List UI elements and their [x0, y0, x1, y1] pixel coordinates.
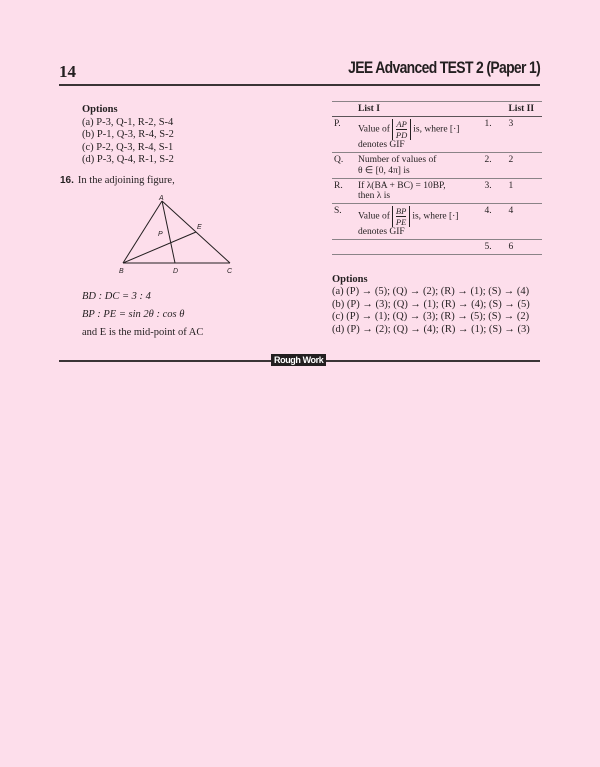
fraction: $\frac{AP}{PD}$: [392, 119, 411, 140]
table-row: P. Value of $\frac{AP}{PD}$ is, where [·] denotes GIF 1. 3: [332, 117, 542, 153]
label-p: P: [158, 231, 163, 238]
table-header-row: [332, 102, 542, 117]
left-options: [82, 104, 174, 167]
option-d: (d) P-3, Q-4, R-1, S-2: [82, 154, 174, 166]
option-c: (c) P-2, Q-3, R-4, S-1: [82, 141, 174, 153]
page-number: 14: [59, 62, 76, 81]
options-heading: Options: [82, 104, 118, 115]
table-row: 5. 6: [332, 240, 542, 255]
fraction: $\frac{BP}{PE}$: [392, 206, 410, 227]
options-heading: Options: [332, 274, 368, 285]
table-row: R. If λ(BA + BC) = 10BP, then λ is 3. 1: [332, 179, 542, 204]
rough-work-label: Rough Work: [271, 354, 326, 366]
option-b: (b) P-1, Q-3, R-4, S-2: [82, 129, 174, 141]
option-a: (a) P-3, Q-1, R-2, S-4: [82, 116, 174, 128]
table-row: Q. Number of values of θ ∈ [0, 4π] is 2. 2: [332, 153, 542, 179]
table-row: S. Value of $\frac{BP}{PE}$ is, where [·] denotes GIF 4. 4: [332, 204, 542, 240]
triangle-figure: [110, 193, 240, 283]
given-conditions: [82, 288, 203, 342]
question-number: 16.: [60, 175, 74, 186]
given-3: and E is the mid-point of AC: [82, 327, 204, 338]
match-table: [332, 101, 542, 255]
given-1: BD : DC = 3 : 4: [82, 291, 151, 302]
label-e: E: [197, 224, 202, 231]
label-c: C: [227, 268, 233, 275]
label-d: D: [173, 268, 179, 275]
question-16: [60, 175, 175, 186]
question-text: In the adjoining figure,: [77, 175, 175, 186]
label-a: A: [159, 195, 164, 202]
header-title: JEE Advanced TEST 2 (Paper 1): [348, 58, 540, 77]
option-d: (d) (P) → (2); (Q) → (4); (R) → (1); (S) → (3): [332, 323, 530, 335]
label-b: B: [119, 268, 124, 275]
header-divider: [59, 84, 540, 86]
list2-header: List II: [508, 104, 535, 114]
given-2: BP : PE = sin 2θ : cos θ: [82, 309, 185, 320]
list1-header: List I: [358, 104, 380, 114]
option-a: (a) (P) → (5); (Q) → (2); (R) → (1); (S) → (4): [332, 286, 530, 298]
option-c: (c) (P) → (1); (Q) → (3); (R) → (5); (S) → (2): [332, 311, 530, 323]
right-options: [332, 274, 530, 336]
option-b: (b) (P) → (3); (Q) → (1); (R) → (4); (S) → (5): [332, 298, 530, 310]
